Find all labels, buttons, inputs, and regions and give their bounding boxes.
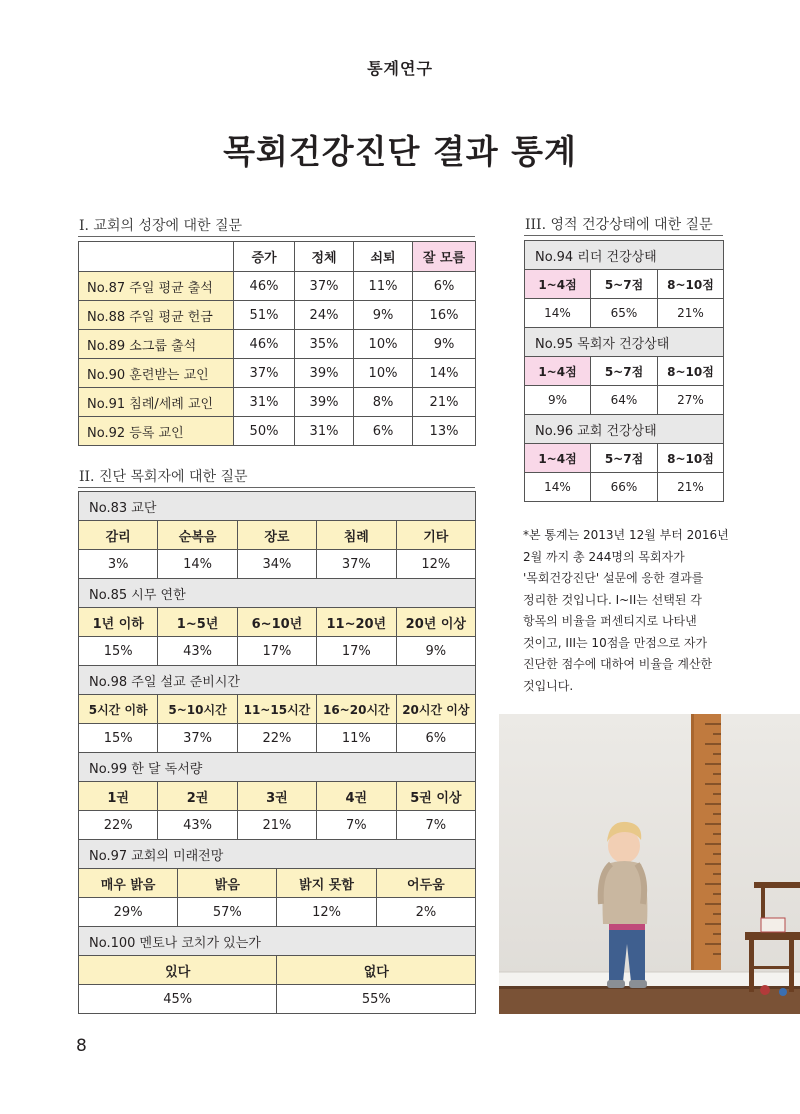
- row-label: No.92 등록 교인: [79, 417, 234, 446]
- table-cell: 17%: [237, 637, 316, 666]
- table-cell: 9%: [413, 330, 476, 359]
- table-cell: 9%: [525, 386, 591, 415]
- table-row: [79, 272, 476, 301]
- group-header-row: [79, 956, 476, 985]
- page-number: 8: [76, 1036, 87, 1056]
- column-header: 11~15시간: [237, 695, 316, 724]
- table-cell: 7%: [317, 811, 396, 840]
- table-cell: 64%: [591, 386, 658, 415]
- section2-title: II. 진단 목회자에 대한 질문: [79, 469, 248, 485]
- table-cell: 17%: [317, 637, 396, 666]
- table-row: [525, 386, 724, 415]
- table-cell: 39%: [295, 359, 354, 388]
- group-title-row: [79, 840, 476, 869]
- table-cell: 37%: [295, 272, 354, 301]
- table-cell: 55%: [277, 985, 476, 1014]
- section1-rule: [78, 236, 475, 237]
- table-cell: 27%: [658, 386, 724, 415]
- table-cell: 2%: [376, 898, 475, 927]
- column-header: 침례: [317, 521, 396, 550]
- table-cell: 37%: [317, 550, 396, 579]
- column-header: 기타: [396, 521, 476, 550]
- table-cell: 12%: [396, 550, 476, 579]
- group-title: No.94 리더 건강상태: [525, 241, 724, 270]
- table-cell: 10%: [354, 330, 413, 359]
- page-title: 목회건강진단 결과 통계: [223, 132, 577, 171]
- group-header-row: [525, 444, 724, 473]
- column-header: 16~20시간: [317, 695, 396, 724]
- table-row: [79, 388, 476, 417]
- church-growth-table: [78, 241, 476, 446]
- table-cell: 50%: [234, 417, 295, 446]
- table-cell: 14%: [525, 299, 591, 328]
- photo-illustration: [499, 714, 800, 1014]
- column-header: 8~10점: [658, 357, 724, 386]
- table-cell: 31%: [295, 417, 354, 446]
- table-cell: 10%: [354, 359, 413, 388]
- footnote-line: 것입니다.: [523, 678, 574, 693]
- table-cell: 11%: [354, 272, 413, 301]
- group-title-row: [525, 328, 724, 357]
- column-header: 어두움: [376, 869, 475, 898]
- group-title-row: [79, 492, 476, 521]
- table-cell: 8%: [354, 388, 413, 417]
- section3-rule: [524, 235, 723, 236]
- column-header: 8~10점: [658, 270, 724, 299]
- row-label: No.91 침례/세례 교인: [79, 388, 234, 417]
- table-cell: 3%: [79, 550, 158, 579]
- column-header: 5~7점: [591, 357, 658, 386]
- table-cell: 31%: [234, 388, 295, 417]
- table-row: [79, 724, 476, 753]
- table-row: [525, 473, 724, 502]
- column-header: 1~4점: [525, 444, 591, 473]
- table-cell: 16%: [413, 301, 476, 330]
- group-header-row: [525, 357, 724, 386]
- footnote-line: 것이고, III는 10점을 만점으로 자가: [523, 635, 708, 650]
- group-header-row: [79, 695, 476, 724]
- table-cell: 21%: [658, 473, 724, 502]
- table-cell: 6%: [396, 724, 476, 753]
- group-title: No.85 시무 연한: [79, 579, 476, 608]
- table-cell: 45%: [79, 985, 277, 1014]
- column-header: 밝음: [178, 869, 277, 898]
- section2-rule: [78, 487, 475, 488]
- group-title-row: [525, 241, 724, 270]
- table-row: [79, 985, 476, 1014]
- table-cell: 14%: [158, 550, 237, 579]
- table-row: [79, 417, 476, 446]
- column-header: 1~4점: [525, 357, 591, 386]
- column-header: 20시간 이상: [396, 695, 476, 724]
- table-row: [79, 811, 476, 840]
- table-cell: 15%: [79, 724, 158, 753]
- table-cell: 15%: [79, 637, 158, 666]
- table-header-row: [79, 242, 476, 272]
- group-header-row: [79, 521, 476, 550]
- group-header-row: [525, 270, 724, 299]
- column-header: 있다: [79, 956, 277, 985]
- column-header: 감리: [79, 521, 158, 550]
- table-cell: 29%: [79, 898, 178, 927]
- section1-title: I. 교회의 성장에 대한 질문: [79, 218, 243, 234]
- table-cell: 46%: [234, 272, 295, 301]
- table-cell: 35%: [295, 330, 354, 359]
- table-cell: 9%: [354, 301, 413, 330]
- group-title: No.95 목회자 건강상태: [525, 328, 724, 357]
- header-blank-cell: [79, 242, 234, 272]
- column-header: 없다: [277, 956, 476, 985]
- footnote-line: 진단한 점수에 대하여 비율을 계산한: [523, 657, 713, 671]
- footnote-line: 항목의 비율을 퍼센티지로 나타낸: [523, 614, 697, 628]
- group-title: No.83 교단: [79, 492, 476, 521]
- column-header: 6~10년: [237, 608, 316, 637]
- footnote-line: 2월 까지 총 244명의 목회자가: [523, 549, 685, 564]
- column-header: 밝지 못함: [277, 869, 376, 898]
- group-title-row: [79, 666, 476, 695]
- group-title-row: [79, 927, 476, 956]
- group-header-row: [79, 782, 476, 811]
- table-cell: 14%: [525, 473, 591, 502]
- table-row: [525, 299, 724, 328]
- column-header: 4권: [317, 782, 396, 811]
- table-cell: 24%: [295, 301, 354, 330]
- column-header: 매우 밝음: [79, 869, 178, 898]
- column-header: 장로: [237, 521, 316, 550]
- table-cell: 43%: [158, 811, 237, 840]
- table-row: [79, 330, 476, 359]
- group-title: No.96 교회 건강상태: [525, 415, 724, 444]
- table-row: [79, 637, 476, 666]
- row-label: No.90 훈련받는 교인: [79, 359, 234, 388]
- column-header: 5~10시간: [158, 695, 237, 724]
- group-title-row: [79, 753, 476, 782]
- table-cell: 6%: [413, 272, 476, 301]
- footnote-line: '목회건강진단' 설문에 응한 결과를: [523, 571, 704, 585]
- table-cell: 21%: [658, 299, 724, 328]
- pastor-info-table: [78, 491, 476, 1014]
- group-title-row: [79, 579, 476, 608]
- table-cell: 6%: [354, 417, 413, 446]
- table-cell: 11%: [317, 724, 396, 753]
- table-cell: 7%: [396, 811, 476, 840]
- table-row: [79, 359, 476, 388]
- footnote-line: 정리한 것입니다. I~II는 선택된 각: [523, 592, 702, 607]
- column-header: 1권: [79, 782, 158, 811]
- column-header: 순복음: [158, 521, 237, 550]
- table-cell: 37%: [234, 359, 295, 388]
- column-header: 3권: [237, 782, 316, 811]
- group-title-row: [525, 415, 724, 444]
- column-header: 증가: [234, 242, 295, 272]
- table-cell: 43%: [158, 637, 237, 666]
- column-header: 정체: [295, 242, 354, 272]
- group-title: No.97 교회의 미래전망: [79, 840, 476, 869]
- table-cell: 51%: [234, 301, 295, 330]
- child-growth-chart-photo: [499, 714, 800, 1014]
- column-header: 잘 모름: [413, 242, 476, 272]
- row-label: No.88 주일 평균 헌금: [79, 301, 234, 330]
- column-header: 8~10점: [658, 444, 724, 473]
- column-header: 1~5년: [158, 608, 237, 637]
- running-header: 통계연구: [367, 59, 433, 78]
- column-header: 1~4점: [525, 270, 591, 299]
- row-label: No.87 주일 평균 출석: [79, 272, 234, 301]
- footnote: [523, 525, 733, 697]
- column-header: 1년 이하: [79, 608, 158, 637]
- table-cell: 22%: [79, 811, 158, 840]
- spiritual-health-table: [524, 240, 724, 502]
- table-cell: 37%: [158, 724, 237, 753]
- column-header: 5~7점: [591, 444, 658, 473]
- footnote-line: *본 통계는 2013년 12월 부터 2016년: [523, 528, 729, 542]
- column-header: 2권: [158, 782, 237, 811]
- table-cell: 46%: [234, 330, 295, 359]
- table-cell: 57%: [178, 898, 277, 927]
- table-row: [79, 301, 476, 330]
- column-header: 5시간 이하: [79, 695, 158, 724]
- group-title: No.99 한 달 독서량: [79, 753, 476, 782]
- table-cell: 66%: [591, 473, 658, 502]
- table-cell: 9%: [396, 637, 476, 666]
- table-row: [79, 898, 476, 927]
- section3-title: III. 영적 건강상태에 대한 질문: [525, 217, 713, 233]
- column-header: 11~20년: [317, 608, 396, 637]
- table-cell: 34%: [237, 550, 316, 579]
- table-cell: 14%: [413, 359, 476, 388]
- table-cell: 12%: [277, 898, 376, 927]
- column-header: 5~7점: [591, 270, 658, 299]
- table-cell: 13%: [413, 417, 476, 446]
- group-header-row: [79, 608, 476, 637]
- table-cell: 21%: [413, 388, 476, 417]
- table-cell: 21%: [237, 811, 316, 840]
- row-label: No.89 소그룹 출석: [79, 330, 234, 359]
- group-title: No.98 주일 설교 준비시간: [79, 666, 476, 695]
- column-header: 쇠퇴: [354, 242, 413, 272]
- table-cell: 22%: [237, 724, 316, 753]
- table-cell: 65%: [591, 299, 658, 328]
- group-header-row: [79, 869, 476, 898]
- group-title: No.100 멘토나 코치가 있는가: [79, 927, 476, 956]
- column-header: 20년 이상: [396, 608, 476, 637]
- table-row: [79, 550, 476, 579]
- column-header: 5권 이상: [396, 782, 476, 811]
- table-cell: 39%: [295, 388, 354, 417]
